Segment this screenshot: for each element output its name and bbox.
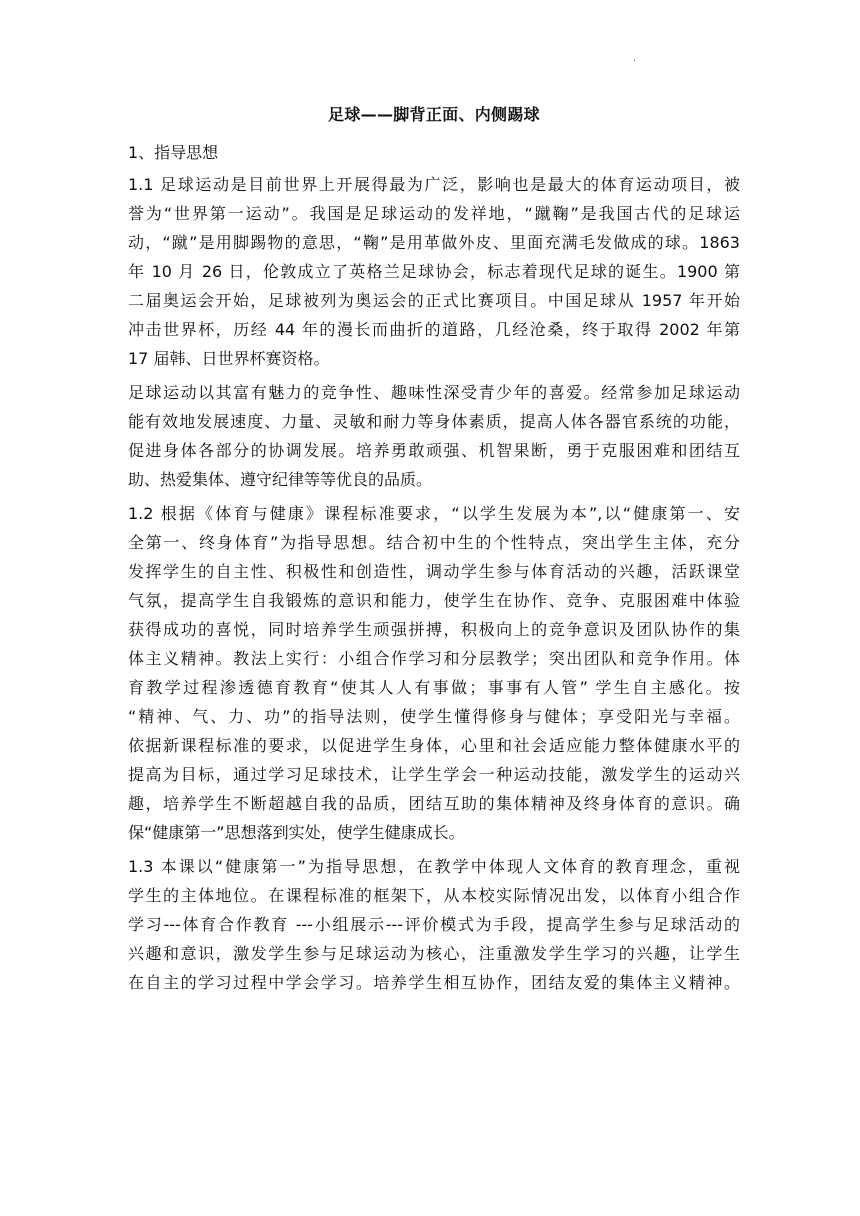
document-content: [128, 98, 740, 1002]
paragraph-football-appeal: [128, 378, 740, 494]
paragraph-line: 1.2 根据《体育与健康》课程标准要求，“以学生发展为本”,以“健康第一、安: [128, 504, 740, 523]
document-title: 足球——脚背正面、内侧踢球: [328, 105, 540, 124]
paragraph-line: 学生的主体地位。在课程标准的框架下，从本校实际情况出发，以体育小组合作: [128, 886, 740, 905]
corner-mark: ·: [633, 56, 637, 67]
paragraph-line: 誉为“世界第一运动”。我国是足球运动的发祥地，“蹴鞠”是我国古代的足球运: [128, 204, 740, 223]
paragraph-line: 动，“蹴”是用脚踢物的意思，“鞠”是用革做外皮、里面充满毛发做成的球。1863: [128, 233, 740, 252]
paragraph-line: 1.1 足球运动是目前世界上开展得最为广泛，影响也是最大的体育运动项目，被: [128, 175, 740, 194]
paragraph-1-2: [128, 499, 740, 847]
paragraph-line: 在自主的学习过程中学会学习。培养学生相互协作，团结友爱的集体主义精神。: [128, 973, 740, 992]
paragraph-line: “精神、气、力、功”的指导法则，使学生懂得修身与健体；享受阳光与幸福。: [128, 707, 740, 726]
paragraph-line: 依据新课程标准的要求，以促进学生身体，心里和社会适应能力整体健康水平的: [128, 736, 740, 755]
paragraph-line: 保“健康第一”思想落到实处，使学生健康成长。: [128, 823, 465, 842]
paragraph-line: 年 10 月 26 日，伦敦成立了英格兰足球协会，标志着现代足球的诞生。1900 第: [128, 262, 740, 281]
paragraph-line: 17 届韩、日世界杯赛资格。: [128, 349, 330, 368]
paragraph-line: 冲击世界杯，历经 44 年的漫长而曲折的道路，几经沧桑，终于取得 2002 年第: [128, 320, 740, 339]
paragraph-line: 体主义精神。教法上实行：小组合作学习和分层教学；突出团队和竞争作用。体: [128, 649, 740, 668]
paragraph-line: 助、热爱集体、遵守纪律等等优良的品质。: [128, 470, 433, 489]
paragraph-line: 提高为目标，通过学习足球技术，让学生学会一种运动技能，激发学生的运动兴: [128, 765, 740, 784]
paragraph-line: 能有效地发展速度、力量、灵敏和耐力等身体素质，提高人体各器官系统的功能，: [128, 412, 740, 431]
paragraph-line: 气氛，提高学生自我锻炼的意识和能力，使学生在协作、竞争、克服困难中体验: [128, 591, 740, 610]
paragraph-line: 发挥学生的自主性、积极性和创造性，调动学生参与体育活动的兴趣，活跃课堂: [128, 562, 740, 581]
paragraph-line: 1.3 本课以“健康第一”为指导思想，在教学中体现人文体育的教育理念，重视: [128, 857, 740, 876]
paragraph-line: 获得成功的喜悦，同时培养学生顽强拼搏，积极向上的竞争意识及团队协作的集: [128, 620, 740, 639]
paragraph-line: 育教学过程渗透德育教育“使其人人有事做；事事有人管” 学生自主感化。按: [128, 678, 740, 697]
paragraph-line: 学习---体育合作教育 ---小组展示---评价模式为手段，提高学生参与足球活动的: [128, 915, 740, 934]
paragraph-1-1: [128, 170, 740, 373]
paragraph-line: 趣，培养学生不断超越自我的品质，团结互助的集体精神及终身体育的意识。确: [128, 794, 740, 813]
paragraph-line: 足球运动以其富有魅力的竞争性、趣味性深受青少年的喜爱。经常参加足球运动: [128, 383, 740, 402]
paragraph-line: 二届奥运会开始，足球被列为奥运会的正式比赛项目。中国足球从 1957 年开始: [128, 291, 740, 310]
paragraph-line: 全第一、终身体育”为指导思想。结合初中生的个性特点，突出学生主体，充分: [128, 533, 740, 552]
paragraph-line: 促进身体各部分的协调发展。培养勇敢顽强、机智果断，勇于克服困难和团结互: [128, 441, 740, 460]
section-heading: 1、指导思想: [128, 143, 219, 162]
paragraph-1-3: [128, 852, 740, 997]
paragraph-line: 兴趣和意识，激发学生参与足球运动为核心，注重激发学生学习的兴趣，让学生: [128, 944, 740, 963]
